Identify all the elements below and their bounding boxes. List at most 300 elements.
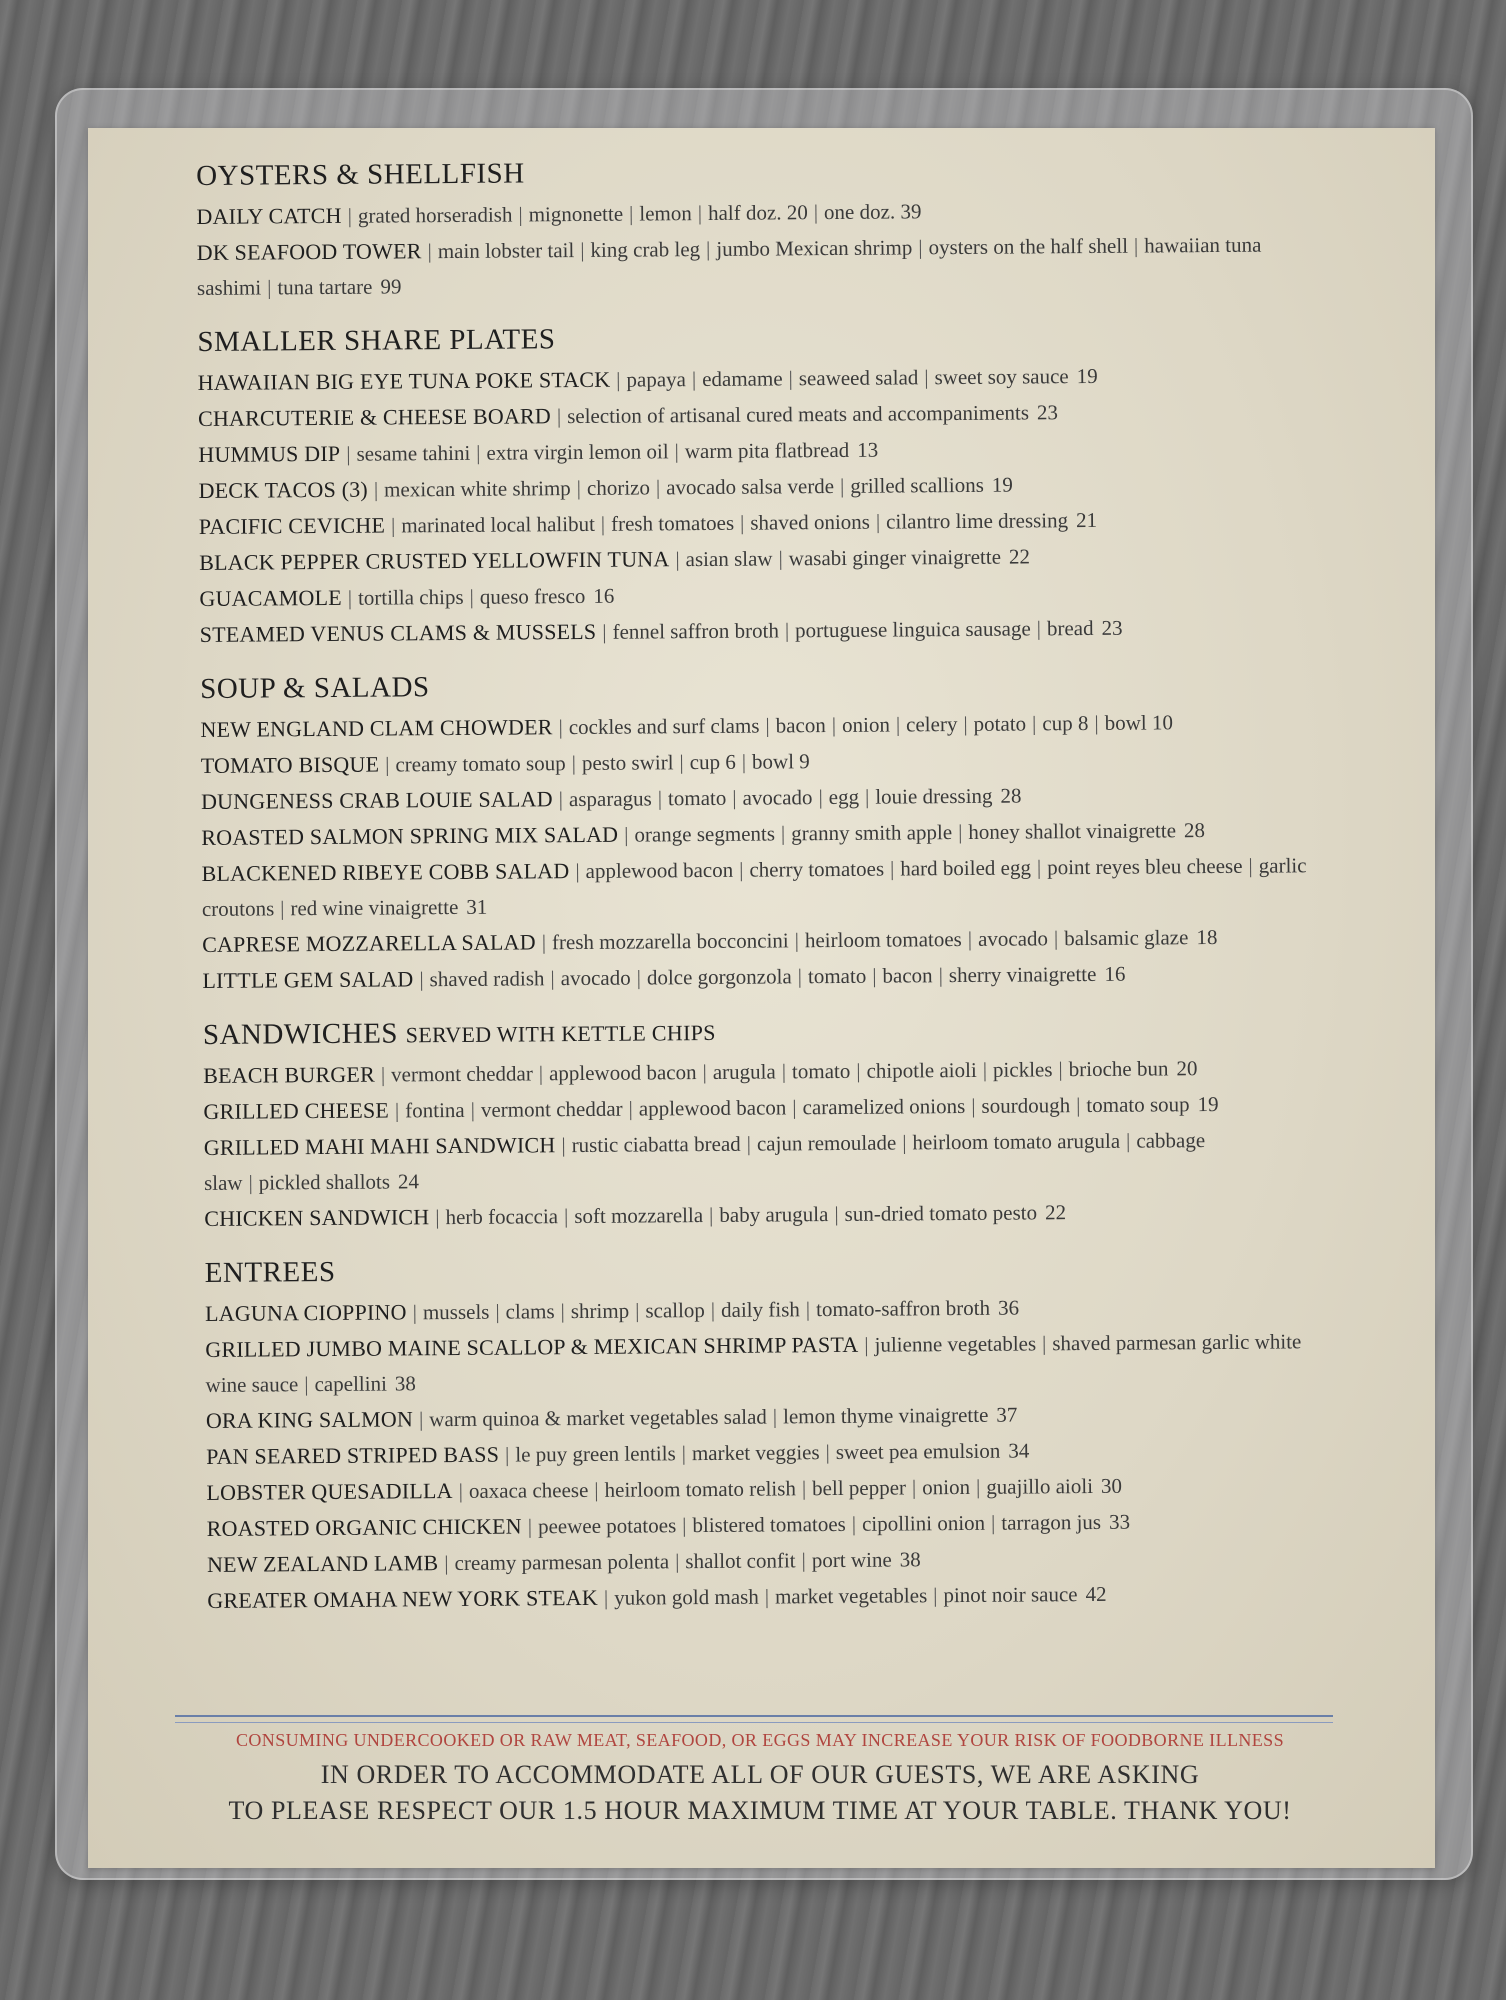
menu-item-name: ROASTED SALMON SPRING MIX SALAD <box>201 821 619 850</box>
section-title-text: SMALLER SHARE PLATES <box>197 323 556 358</box>
menu-item-detail: creamy parmesan polenta <box>454 1549 670 1576</box>
menu-item-detail: dolce gorgonzola <box>646 964 792 990</box>
separator-bar: | <box>788 366 793 391</box>
menu-item-detail: garlic croutons <box>201 853 1307 921</box>
section-note: SERVED WITH KETTLE CHIPS <box>405 1019 716 1048</box>
menu-item-detail: avocado <box>742 785 813 810</box>
menu-item-name: HUMMUS DIP <box>198 440 341 467</box>
menu-item-name: DAILY CATCH <box>196 202 342 229</box>
menu-item-detail: warm quinoa & market vegetables salad <box>429 1404 767 1432</box>
separator-bar: | <box>1126 1128 1131 1153</box>
menu-item <box>207 1574 1317 1619</box>
menu-item-detail: tomato <box>807 963 867 989</box>
separator-bar: | <box>495 1299 500 1324</box>
menu-item-price: 34 <box>1008 1438 1030 1463</box>
menu-item-detail: cabbage slaw <box>203 1128 1206 1195</box>
menu-section <box>197 317 1310 653</box>
separator-bar: | <box>801 1476 807 1501</box>
separator-bar: | <box>346 441 351 466</box>
menu-item <box>197 226 1308 306</box>
separator-bar: | <box>561 1133 566 1158</box>
menu-item-price: 19 <box>991 472 1013 497</box>
separator-bar: | <box>603 1585 609 1610</box>
menu-item-detail: tomato <box>791 1058 851 1084</box>
menu-item-detail: shallot confit <box>685 1548 796 1574</box>
menu-item-detail: rustic ciabatta bread <box>571 1131 741 1158</box>
menu-item-detail: fresh mozzarella bocconcini <box>551 928 789 955</box>
separator-bar: | <box>831 712 837 738</box>
menu-section <box>205 1248 1318 1619</box>
menu-item-detail: sesame tahini <box>356 440 471 466</box>
separator-bar: | <box>801 1548 806 1573</box>
separator-bar: | <box>982 1057 988 1082</box>
separator-bar: | <box>681 1441 687 1466</box>
menu-item-detail: applewood bacon <box>638 1095 787 1121</box>
separator-bar: | <box>373 477 379 502</box>
menu-item-detail: market vegetables <box>774 1583 928 1609</box>
menu-item-name: BLACK PEPPER CRUSTED YELLOWFIN TUNA <box>199 546 670 575</box>
menu-item-detail: clams <box>505 1299 555 1324</box>
menu-item-detail: baby arugula <box>719 1202 829 1227</box>
separator-bar: | <box>1076 1093 1081 1118</box>
menu-item-price: 23 <box>1036 400 1059 425</box>
menu-item-detail: applewood bacon <box>585 857 734 883</box>
menu-item-detail: cipollini onion <box>861 1510 986 1536</box>
menu-item-price: 22 <box>1008 544 1031 569</box>
separator-bar: | <box>740 510 745 535</box>
menu-item-name: DUNGENESS CRAB LOUIE SALAD <box>200 786 553 814</box>
menu-item-detail: grated horseradish <box>357 202 513 228</box>
menu-item-detail: julienne vegetables <box>874 1331 1037 1357</box>
separator-bar: | <box>380 1062 386 1087</box>
separator-bar: | <box>839 473 845 498</box>
menu-content <box>196 151 1318 1639</box>
separator-bar: | <box>1094 710 1099 735</box>
separator-bar: | <box>794 928 800 953</box>
section-title-text: SOUP & SALADS <box>200 671 430 705</box>
separator-bar: | <box>280 896 285 921</box>
separator-bar: | <box>444 1551 449 1576</box>
menu-item-name: BEACH BURGER <box>203 1061 375 1088</box>
separator-bar: | <box>419 967 424 992</box>
menu-item-detail: daily fish <box>721 1297 800 1322</box>
separator-bar: | <box>304 1372 309 1397</box>
section-title-text: SANDWICHES <box>202 1017 399 1051</box>
separator-bar: | <box>600 511 606 536</box>
separator-bar: | <box>697 201 703 226</box>
separator-bar: | <box>975 1474 981 1499</box>
menu-item-detail: warm pita flatbread <box>684 437 850 464</box>
menu-item-detail: fontina <box>405 1097 465 1123</box>
menu-item-price: 36 <box>997 1295 1020 1320</box>
menu-item <box>202 954 1312 999</box>
menu-item-detail: pinot noir sauce <box>943 1582 1078 1608</box>
menu-item-name: DECK TACOS (3) <box>198 476 369 503</box>
menu-item-detail: lemon <box>639 201 692 226</box>
menu-item-detail: louie dressing <box>875 783 993 809</box>
menu-item-detail: hard boiled egg <box>900 855 1032 881</box>
separator-bar: | <box>558 715 563 740</box>
menu-item-detail: oaxaca cheese <box>468 1477 589 1503</box>
separator-bar: | <box>741 749 747 774</box>
menu-item <box>200 608 1310 653</box>
menu-item-detail: potato <box>973 711 1027 736</box>
menu-item-name: LAGUNA CIOPPINO <box>204 1299 407 1326</box>
separator-bar: | <box>818 785 823 810</box>
separator-bar: | <box>679 750 684 775</box>
separator-bar: | <box>556 404 562 429</box>
separator-bar: | <box>851 1511 857 1536</box>
separator-bar: | <box>938 963 943 988</box>
menu-item-detail: soft mozzarella <box>574 1203 704 1229</box>
menu-item-detail: herb focaccia <box>445 1204 559 1230</box>
menu-item-detail: wasabi ginger vinaigrette <box>788 544 1002 571</box>
menu-item-name: BLACKENED RIBEYE COBB SALAD <box>201 858 570 886</box>
menu-item-detail: selection of artisanal cured meats and accompaniments <box>567 400 1030 429</box>
menu-item-detail: shaved onions <box>750 509 871 535</box>
separator-bar: | <box>558 787 564 812</box>
separator-bar: | <box>902 1130 907 1155</box>
menu-item-name: TOMATO BISQUE <box>200 751 380 778</box>
menu-item-detail: extra virgin lemon oil <box>486 439 669 465</box>
menu-item-detail: sweet soy sauce <box>934 364 1069 390</box>
separator-bar: | <box>541 930 547 955</box>
menu-item-price: 16 <box>1104 961 1126 986</box>
menu-item-detail: avocado <box>977 926 1049 951</box>
menu-item-detail: shrimp <box>570 1298 630 1324</box>
menu-item-price: 28 <box>1000 783 1022 808</box>
separator-bar: | <box>778 546 783 571</box>
menu-item-price: 24 <box>397 1169 420 1194</box>
menu-item-detail: onion <box>922 1474 971 1500</box>
menu-item-detail: marinated local halibut <box>401 511 595 538</box>
separator-bar: | <box>594 1477 599 1502</box>
menu-item-price: 30 <box>1100 1473 1123 1498</box>
menu-item-detail: bowl 10 <box>1104 710 1173 735</box>
section-title <box>200 664 1310 706</box>
menu-item-detail: lemon thyme vinaigrette <box>782 1402 989 1429</box>
menu-item-detail: pickles <box>992 1057 1053 1082</box>
menu-item-detail: jumbo Mexican shrimp <box>716 235 913 261</box>
separator-bar: | <box>784 618 790 643</box>
separator-bar: | <box>571 751 576 776</box>
menu-item-detail: cup 8 <box>1042 711 1089 736</box>
separator-bar: | <box>576 475 582 501</box>
menu-item-detail: onion <box>841 712 890 737</box>
menu-item-detail: hawaiian tuna sashimi <box>196 232 1262 300</box>
menu-item-detail: bell pepper <box>812 1475 907 1501</box>
menu-item-detail: orange segments <box>634 821 776 847</box>
menu-item-detail: one doz. 39 <box>823 199 922 225</box>
separator-bar: | <box>616 367 621 392</box>
separator-bar: | <box>805 1297 811 1322</box>
menu-item-detail: sherry vinaigrette <box>948 961 1097 988</box>
separator-bar: | <box>1053 926 1059 951</box>
menu-section <box>196 151 1307 306</box>
menu-item-detail: asparagus <box>568 786 652 812</box>
separator-bar: | <box>527 1514 533 1539</box>
menu-item-detail: cockles and surf clams <box>568 713 760 740</box>
menu-item-detail: fresh tomatoes <box>610 510 735 536</box>
separator-bar: | <box>971 1093 976 1118</box>
menu-item-detail: oysters on the half shell <box>928 233 1129 260</box>
menu-item-detail: king crab leg <box>590 237 701 262</box>
menu-item-price: 22 <box>1044 1200 1067 1225</box>
menu-item <box>201 847 1312 927</box>
footer-divider <box>175 1715 1333 1723</box>
separator-bar: | <box>390 513 396 538</box>
menu-item-detail: brioche bun <box>1068 1056 1169 1082</box>
menu-item-price: 33 <box>1108 1509 1131 1534</box>
menu-section <box>203 1010 1315 1237</box>
menu-item-detail: avocado <box>560 965 631 991</box>
separator-bar: | <box>1133 233 1139 258</box>
separator-bar: | <box>636 965 641 990</box>
menu-item-detail: bread <box>1046 615 1094 641</box>
menu-item-name: LOBSTER QUESADILLA <box>206 1478 453 1505</box>
menu-item-detail: chorizo <box>586 475 651 500</box>
menu-item-detail: blistered tomatoes <box>692 1511 846 1538</box>
separator-bar: | <box>657 786 663 811</box>
menu-item-detail: egg <box>828 784 860 810</box>
menu-item-name: CAPRESE MOZZARELLA SALAD <box>202 929 536 957</box>
separator-bar: | <box>702 1060 707 1085</box>
menu-item-price: 20 <box>1176 1056 1198 1081</box>
separator-bar: | <box>1036 855 1042 880</box>
menu-item-detail: caramelized onions <box>802 1093 966 1120</box>
menu-item-name: HAWAIIAN BIG EYE TUNA POKE STACK <box>197 366 611 395</box>
menu-item-price: 42 <box>1085 1581 1107 1607</box>
separator-bar: | <box>895 712 901 737</box>
menu-item-name: STEAMED VENUS CLAMS & MUSSELS <box>199 618 597 647</box>
separator-bar: | <box>1042 1331 1047 1356</box>
separator-bar: | <box>550 966 555 991</box>
section-title-text: OYSTERS & SHELLFISH <box>196 157 525 192</box>
table-time-notice-line-2: TO PLEASE RESPECT OUR 1.5 HOUR MAXIMUM TIME AT YOUR TABLE. THANK YOU! <box>228 1796 1292 1825</box>
separator-bar: | <box>435 1205 440 1230</box>
menu-item-detail: sweet pea emulsion <box>835 1438 1001 1465</box>
menu-item-detail: tortilla chips <box>357 584 464 610</box>
menu-item-price: 19 <box>1076 363 1098 389</box>
table-time-notice-line-1: IN ORDER TO ACCOMMODATE ALL OF OUR GUESTS, WE ARE ASKING <box>320 1760 1200 1789</box>
menu-item-price: 37 <box>996 1402 1018 1427</box>
menu-item-name: ORA KING SALMON <box>205 1406 414 1433</box>
menu-item-detail: vermont cheddar <box>391 1061 533 1087</box>
separator-bar: | <box>1058 1057 1063 1082</box>
separator-bar: | <box>518 202 523 227</box>
separator-bar: | <box>538 1061 544 1086</box>
menu-item-detail: grilled scallions <box>850 472 984 498</box>
separator-bar: | <box>394 1098 400 1123</box>
menu-item-detail: market veggies <box>691 1440 820 1466</box>
menu-item-detail: main lobster tail <box>437 238 575 264</box>
separator-bar: | <box>675 1549 680 1574</box>
menu-item-detail: tarragon jus <box>1001 1509 1102 1535</box>
separator-bar: | <box>864 784 870 809</box>
section-title <box>197 317 1307 359</box>
menu-item-price: 28 <box>1183 818 1206 843</box>
menu-item-detail: seaweed salad <box>798 365 919 391</box>
menu-item-name: GRILLED CHEESE <box>203 1097 390 1124</box>
menu-item-detail: tomato soup <box>1086 1092 1190 1118</box>
menu-item-detail: capellini <box>314 1371 387 1397</box>
menu-item <box>204 1192 1314 1237</box>
separator-bar: | <box>682 1513 687 1538</box>
menu-item-detail: portuguese linguica sausage <box>795 616 1031 643</box>
menu-item-detail: edamame <box>702 366 783 392</box>
menu-item-detail: point reyes bleu cheese <box>1047 853 1243 880</box>
section-title <box>203 1010 1313 1052</box>
separator-bar: | <box>476 440 481 465</box>
menu-item <box>205 1323 1316 1403</box>
separator-bar: | <box>963 711 968 736</box>
menu-item-price: 99 <box>380 274 402 299</box>
menu-item-detail: mignonette <box>528 201 624 227</box>
menu-item-detail: cup 6 <box>689 749 736 775</box>
menu-item-name: GREATER OMAHA NEW YORK STEAK <box>207 1584 599 1613</box>
menu-item-detail: peewee potatoes <box>537 1513 677 1539</box>
menu-item-name: DK SEAFOOD TOWER <box>196 238 422 265</box>
separator-bar: | <box>418 1407 424 1432</box>
menu-item-detail: honey shallot vinaigrette <box>968 818 1177 844</box>
separator-bar: | <box>629 201 634 226</box>
separator-bar: | <box>933 1583 938 1608</box>
separator-bar: | <box>991 1510 996 1535</box>
separator-bar: | <box>764 1584 770 1609</box>
menu-section <box>200 664 1313 999</box>
menu-item-detail: vermont cheddar <box>480 1096 623 1122</box>
separator-bar: | <box>709 1202 714 1228</box>
menu-item-detail: bowl 9 <box>751 749 810 774</box>
menu-item-detail: queso fresco <box>479 583 586 609</box>
menu-item-name: PACIFIC CEVICHE <box>198 512 386 539</box>
separator-bar: | <box>624 822 629 847</box>
separator-bar: | <box>864 1332 869 1357</box>
menu-item-detail: applewood bacon <box>548 1060 697 1086</box>
separator-bar: | <box>691 367 697 392</box>
menu-item-detail: bacon <box>775 713 826 738</box>
section-title-text: ENTREES <box>204 1255 336 1289</box>
separator-bar: | <box>746 1131 752 1156</box>
menu-item-detail: papaya <box>626 367 687 392</box>
menu-item-detail: half doz. 20 <box>707 200 808 225</box>
separator-bar: | <box>1036 616 1042 641</box>
menu-item-detail: pesto swirl <box>581 750 674 775</box>
menu-item-detail: arugula <box>712 1059 776 1084</box>
separator-bar: | <box>563 1204 569 1229</box>
menu-item-name: GRILLED JUMBO MAINE SCALLOP & MEXICAN SHRIMP PASTA <box>205 1331 859 1362</box>
separator-bar: | <box>875 509 881 534</box>
separator-bar: | <box>675 547 680 572</box>
separator-bar: | <box>918 235 923 260</box>
menu-item-detail: creamy tomato soup <box>395 751 566 777</box>
separator-bar: | <box>732 785 737 810</box>
menu-item-price: 18 <box>1196 925 1218 950</box>
menu-item-detail: asian slaw <box>685 546 773 572</box>
separator-bar: | <box>248 1170 253 1195</box>
menu-item-name: LITTLE GEM SALAD <box>202 966 414 993</box>
separator-bar: | <box>967 926 973 951</box>
separator-bar: | <box>458 1478 463 1503</box>
menu-item-detail: cajun remoulade <box>756 1130 897 1156</box>
separator-bar: | <box>412 1300 417 1325</box>
separator-bar: | <box>470 1097 476 1122</box>
separator-bar: | <box>580 237 585 262</box>
menu-item-detail: red wine vinaigrette <box>290 894 459 921</box>
menu-item-detail: avocado salsa verde <box>666 473 835 500</box>
separator-bar: | <box>505 1442 510 1467</box>
menu-item-price: 38 <box>394 1371 416 1396</box>
menu-item-detail: sourdough <box>981 1093 1071 1118</box>
separator-bar: | <box>710 1297 716 1322</box>
separator-bar: | <box>780 821 786 846</box>
menu-item-name: NEW ZEALAND LAMB <box>206 1550 439 1577</box>
separator-bar: | <box>1248 853 1253 878</box>
separator-bar: | <box>575 859 580 884</box>
menu-item-detail: sun-dried tomato pesto <box>844 1200 1038 1226</box>
menu-item-name: NEW ENGLAND CLAM CHOWDER <box>200 714 553 742</box>
menu-item-price: 38 <box>899 1547 921 1572</box>
separator-bar: | <box>856 1058 861 1083</box>
separator-bar: | <box>872 963 877 988</box>
menu-item-detail: fennel saffron broth <box>612 618 779 644</box>
foodborne-illness-warning: CONSUMING UNDERCOOKED OR RAW MEAT, SEAFOOD, OR EGGS MAY INCREASE YOUR RISK OF FOODBORNE ILLNESS <box>236 1730 1284 1750</box>
menu-footer <box>150 1730 1370 1829</box>
menu-item-name: ROASTED ORGANIC CHICKEN <box>206 1513 522 1541</box>
menu-item-detail: tuna tartare <box>277 274 373 300</box>
separator-bar: | <box>813 200 819 225</box>
separator-bar: | <box>911 1475 917 1500</box>
menu-item-detail: heirloom tomatoes <box>804 927 962 953</box>
menu-item-name: PAN SEARED STRIPED BASS <box>206 1441 500 1469</box>
separator-bar: | <box>781 1059 787 1084</box>
separator-bar: | <box>385 752 390 777</box>
menu-item-detail: scallop <box>645 1298 705 1323</box>
separator-bar: | <box>797 964 803 989</box>
menu-item-name: GRILLED MAHI MAHI SANDWICH <box>203 1132 556 1160</box>
menu-item-detail: port wine <box>811 1547 892 1573</box>
separator-bar: | <box>889 856 895 881</box>
menu-item-detail: pickled shallots <box>258 1169 391 1195</box>
menu-item-detail: chipotle aioli <box>866 1057 977 1083</box>
menu-item-detail: guajillo aioli <box>986 1473 1094 1499</box>
menu-item-detail: mussels <box>422 1299 490 1325</box>
separator-bar: | <box>1032 711 1037 736</box>
separator-bar: | <box>267 275 272 300</box>
menu-item-detail: celery <box>906 712 958 737</box>
separator-bar: | <box>765 713 770 738</box>
menu-item-detail: tomato-saffron broth <box>815 1295 991 1322</box>
separator-bar: | <box>347 585 353 610</box>
separator-bar: | <box>792 1095 797 1120</box>
menu-item-detail: cherry tomatoes <box>749 856 885 882</box>
menu-item-detail: shaved parmesan garlic white wine sauce <box>205 1329 1302 1397</box>
menu-item-detail: heirloom tomato arugula <box>912 1128 1121 1155</box>
menu-item-detail: balsamic glaze <box>1064 925 1189 951</box>
menu-item-name: CHARCUTERIE & CHEESE BOARD <box>197 403 552 431</box>
menu-item <box>204 1121 1315 1201</box>
separator-bar: | <box>347 203 352 228</box>
menu-item-price: 13 <box>857 437 879 462</box>
separator-bar: | <box>427 239 432 264</box>
menu-item-price: 19 <box>1197 1091 1219 1117</box>
menu-item-detail: tomato <box>667 785 727 811</box>
menu-item-detail: shaved radish <box>429 966 545 992</box>
separator-bar: | <box>706 236 711 261</box>
menu-item-price: 16 <box>593 583 615 608</box>
separator-bar: | <box>674 439 679 464</box>
menu-item-detail: bacon <box>882 963 933 988</box>
